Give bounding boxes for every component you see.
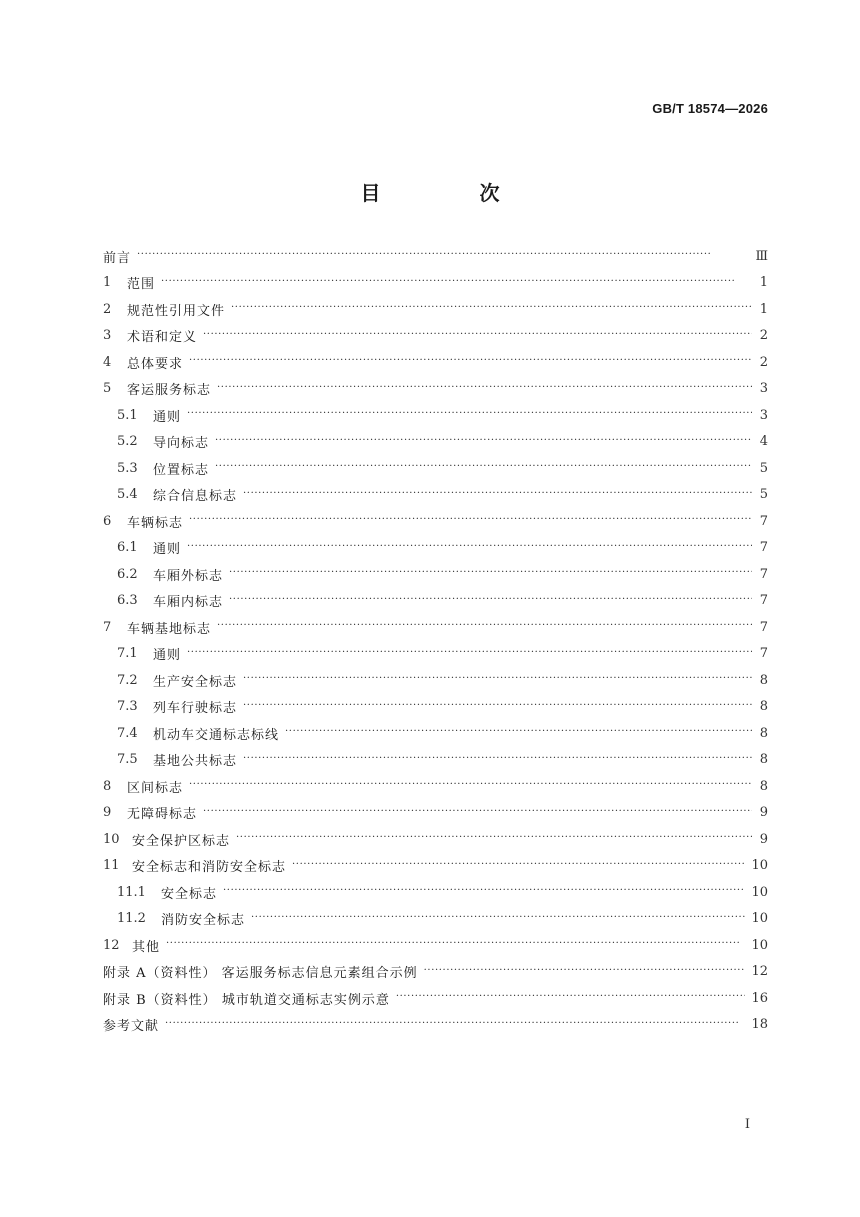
dot-leader <box>187 648 752 658</box>
toc-entry-page: 7 <box>759 593 768 609</box>
toc-entry-label: 总体要求 <box>127 356 184 372</box>
dot-leader <box>396 992 746 1002</box>
toc-entry-label: 车辆标志 <box>127 515 184 531</box>
dot-leader <box>243 674 752 684</box>
toc-entry[interactable] <box>103 482 768 509</box>
toc-entry[interactable] <box>103 641 768 668</box>
dot-leader <box>189 356 752 366</box>
toc-entry[interactable] <box>103 376 768 403</box>
toc-entry-page: 10 <box>751 884 768 900</box>
toc-entry[interactable] <box>103 508 768 535</box>
toc-entry-label: 无障碍标志 <box>127 807 198 823</box>
toc-entry-page: 7 <box>759 513 768 529</box>
toc-entry[interactable] <box>103 800 768 827</box>
toc-entry-page: 16 <box>751 990 768 1006</box>
dot-leader <box>251 913 745 923</box>
toc-entry-label: 车厢外标志 <box>153 568 224 584</box>
toc-entry-number: 5.1 <box>117 407 138 423</box>
standard-code: GB/T 18574—2026 <box>652 101 768 116</box>
toc-entry[interactable] <box>103 588 768 615</box>
toc-entry[interactable] <box>103 985 768 1012</box>
dot-leader <box>292 860 745 870</box>
toc-entry[interactable] <box>103 853 768 880</box>
dot-leader <box>217 621 752 631</box>
toc-entry-label: 列车行驶标志 <box>153 701 238 717</box>
toc-entry-page: 1 <box>759 301 768 317</box>
toc-entry-page: 7 <box>759 646 768 662</box>
toc-entry[interactable] <box>103 270 768 297</box>
toc-entry-page: 9 <box>759 831 768 847</box>
dot-leader <box>161 277 752 287</box>
toc-entry[interactable] <box>103 959 768 986</box>
toc-entry-number: 4 <box>103 354 112 370</box>
toc-entry[interactable] <box>103 720 768 747</box>
toc-entry[interactable] <box>103 879 768 906</box>
toc-entry-page: 4 <box>759 434 768 450</box>
toc-entry-number: 5.2 <box>117 434 138 450</box>
toc-entry-label: 前言 <box>103 250 132 266</box>
toc-entry-label: 附录 A（资料性） 客运服务标志信息元素组合示例 <box>103 966 418 982</box>
toc-entry-page: 3 <box>759 381 768 397</box>
dot-leader <box>217 383 752 393</box>
dot-leader <box>165 1019 745 1029</box>
toc-entry-page: 8 <box>759 672 768 688</box>
toc-entry-label: 通则 <box>153 542 182 558</box>
toc-entry-label: 车辆基地标志 <box>127 621 212 637</box>
toc-entry-number: 7.5 <box>117 752 138 768</box>
toc-entry-label: 参考文献 <box>103 1019 160 1035</box>
table-of-contents <box>103 243 768 1038</box>
toc-entry-label: 规范性引用文件 <box>127 303 226 319</box>
toc-entry[interactable] <box>103 535 768 562</box>
toc-entry-label: 生产安全标志 <box>153 674 238 690</box>
toc-entry[interactable] <box>103 561 768 588</box>
dot-leader <box>243 701 752 711</box>
toc-entry-page: 18 <box>751 1017 768 1033</box>
toc-entry[interactable] <box>103 694 768 721</box>
dot-leader <box>243 754 752 764</box>
toc-entry[interactable] <box>103 296 768 323</box>
dot-leader <box>229 595 752 605</box>
dot-leader <box>215 436 752 446</box>
toc-entry-page: 8 <box>759 725 768 741</box>
page-title: 目 次 <box>360 181 546 205</box>
dot-leader <box>137 250 749 260</box>
dot-leader <box>189 780 752 790</box>
toc-entry[interactable] <box>103 614 768 641</box>
toc-entry-label: 机动车交通标志标线 <box>153 727 280 743</box>
toc-entry-number: 12 <box>103 937 120 953</box>
toc-entry[interactable] <box>103 747 768 774</box>
toc-entry-number: 5.4 <box>117 487 138 503</box>
dot-leader <box>189 515 752 525</box>
toc-entry-number: 10 <box>103 831 120 847</box>
toc-entry-label: 附录 B（资料性） 城市轨道交通标志实例示意 <box>103 992 390 1008</box>
dot-leader <box>203 807 752 817</box>
toc-entry-number: 8 <box>103 778 112 794</box>
toc-entry-page: 3 <box>759 407 768 423</box>
toc-entry-page: 7 <box>759 619 768 635</box>
toc-entry-label: 位置标志 <box>153 462 210 478</box>
dot-leader <box>187 542 752 552</box>
toc-entry[interactable] <box>103 402 768 429</box>
toc-entry-label: 消防安全标志 <box>161 913 246 929</box>
toc-entry-number: 1 <box>103 275 112 291</box>
toc-entry-page: 8 <box>759 699 768 715</box>
toc-entry[interactable] <box>103 323 768 350</box>
dot-leader <box>187 409 752 419</box>
dot-leader <box>243 489 752 499</box>
toc-entry-label: 安全标志 <box>161 886 218 902</box>
toc-entry-label: 客运服务标志 <box>127 383 212 399</box>
toc-entry-label: 区间标志 <box>127 780 184 796</box>
toc-entry-page: 8 <box>759 778 768 794</box>
toc-entry-page: 7 <box>759 566 768 582</box>
toc-entry-label: 基地公共标志 <box>153 754 238 770</box>
toc-entry[interactable] <box>103 455 768 482</box>
dot-leader <box>424 966 746 976</box>
toc-entry[interactable] <box>103 667 768 694</box>
toc-entry-page: 12 <box>751 964 768 980</box>
toc-entry-number: 6.1 <box>117 540 138 556</box>
toc-entry-number: 2 <box>103 301 112 317</box>
toc-entry-number: 3 <box>103 328 112 344</box>
toc-entry-number: 6 <box>103 513 112 529</box>
toc-entry-label: 术语和定义 <box>127 330 198 346</box>
toc-entry-page: 7 <box>759 540 768 556</box>
dot-leader <box>229 568 752 578</box>
dot-leader <box>231 303 752 313</box>
toc-entry-page: 5 <box>759 487 768 503</box>
toc-entry-label: 通则 <box>153 409 182 425</box>
toc-entry-number: 7.1 <box>117 646 138 662</box>
dot-leader <box>166 939 745 949</box>
toc-entry-number: 11.1 <box>117 884 146 900</box>
toc-entry-page: 2 <box>759 328 768 344</box>
toc-entry[interactable] <box>103 1012 768 1039</box>
toc-entry[interactable] <box>103 906 768 933</box>
toc-entry-number: 6.3 <box>117 593 138 609</box>
toc-entry-number: 5.3 <box>117 460 138 476</box>
toc-entry-number: 5 <box>103 381 112 397</box>
dot-leader <box>223 886 745 896</box>
toc-entry-number: 6.2 <box>117 566 138 582</box>
toc-entry-page: 1 <box>759 275 768 291</box>
toc-entry-label: 范围 <box>127 277 156 293</box>
toc-entry-label: 导向标志 <box>153 436 210 452</box>
toc-entry[interactable] <box>103 349 768 376</box>
toc-entry-page: 2 <box>759 354 768 370</box>
toc-entry-page: 10 <box>751 858 768 874</box>
toc-entry-number: 7.4 <box>117 725 138 741</box>
toc-entry-label: 其他 <box>132 939 161 955</box>
toc-entry-page: 5 <box>759 460 768 476</box>
toc-entry-number: 7 <box>103 619 112 635</box>
dot-leader <box>215 462 752 472</box>
toc-entry-page: 10 <box>751 911 768 927</box>
toc-entry-label: 车厢内标志 <box>153 595 224 611</box>
toc-entry-page: 9 <box>759 805 768 821</box>
dot-leader <box>236 833 752 843</box>
toc-entry-label: 安全标志和消防安全标志 <box>132 860 287 876</box>
toc-entry-label: 安全保护区标志 <box>132 833 231 849</box>
toc-entry[interactable] <box>103 826 768 853</box>
toc-entry-number: 11.2 <box>117 911 146 927</box>
toc-entry-number: 7.3 <box>117 699 138 715</box>
toc-entry-number: 7.2 <box>117 672 138 688</box>
toc-entry-label: 通则 <box>153 648 182 664</box>
toc-entry[interactable] <box>103 773 768 800</box>
toc-entry-page: 8 <box>759 752 768 768</box>
page-number: I <box>744 1117 750 1132</box>
toc-entry[interactable] <box>103 932 768 959</box>
toc-entry[interactable] <box>103 429 768 456</box>
toc-entry-label: 综合信息标志 <box>153 489 238 505</box>
toc-entry-page: Ⅲ <box>755 248 768 264</box>
dot-leader <box>285 727 752 737</box>
toc-entry-number: 11 <box>103 858 120 874</box>
dot-leader <box>203 330 752 340</box>
toc-entry-page: 10 <box>751 937 768 953</box>
toc-entry[interactable] <box>103 243 768 270</box>
toc-entry-number: 9 <box>103 805 112 821</box>
